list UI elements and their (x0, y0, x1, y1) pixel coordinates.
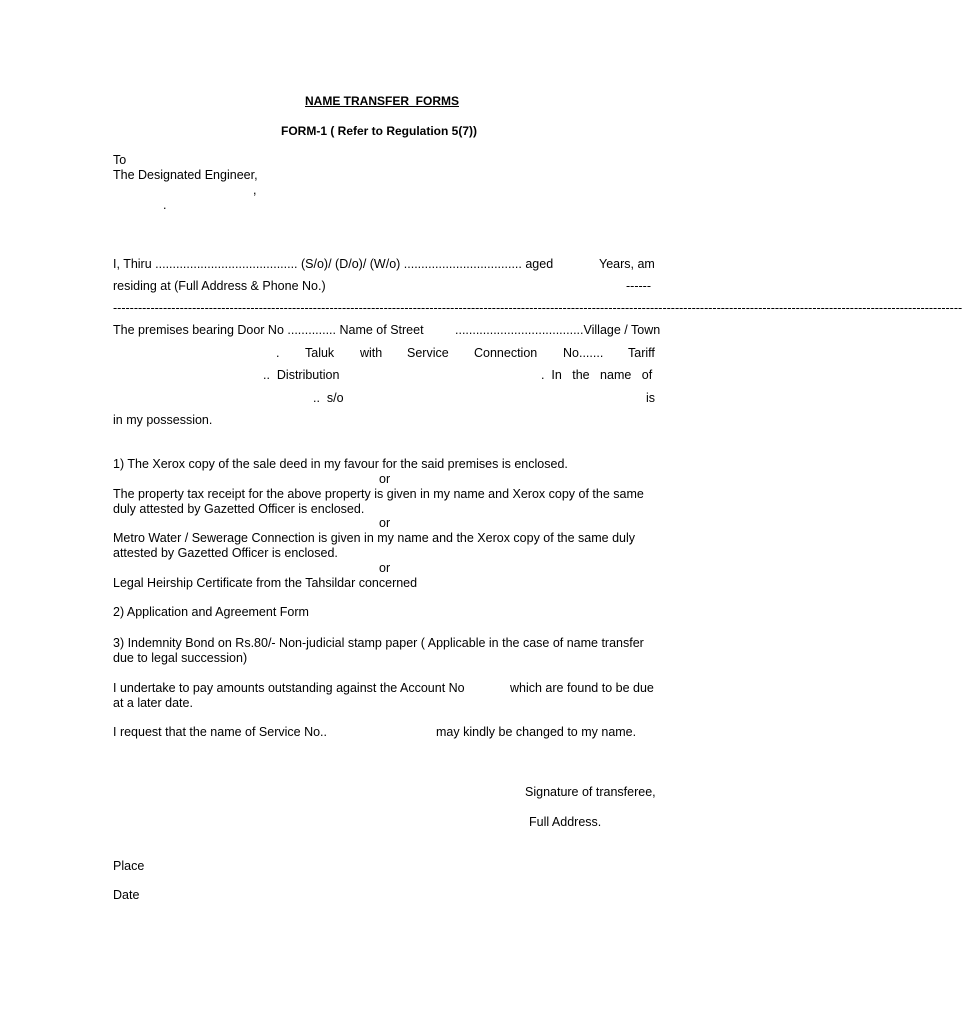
form-subtitle: FORM-1 ( Refer to Regulation 5(7)) (281, 124, 478, 138)
item-1c-line-1: Metro Water / Sewerage Connection is given in my name and the Xerox copy of the same duly (113, 531, 636, 545)
place-label: Place (113, 859, 145, 873)
addressee: The Designated Engineer, (113, 168, 258, 182)
undertake-due: which are found to be due (510, 681, 654, 695)
premises-taluk: Taluk (305, 346, 335, 360)
premises-service: Service (407, 346, 449, 360)
item-1b-line-1: The property tax receipt for the above property is given in my name and Xerox copy of the same (113, 487, 644, 501)
declarant-line-1: I, Thiru ......................................... (S/o)/ (D/o)/ (W/o) .................................. aged (113, 257, 554, 271)
premises-connection: Connection (474, 346, 538, 360)
item-3-line-2: due to legal succession) (113, 651, 248, 665)
premises-line-1: The premises bearing Door No .............. Name of Street (113, 323, 424, 337)
premises-no: No....... (563, 346, 604, 360)
premises-village: .....................................Village / Town (455, 323, 661, 337)
form-title: NAME TRANSFER FORMS (305, 94, 459, 108)
request-changed: may kindly be changed to my name. (436, 725, 637, 739)
premises-with: with (360, 346, 383, 360)
premises-in-name-of: . In the name of (541, 368, 653, 382)
or-2: or (379, 516, 391, 530)
addressee-dot: . (163, 198, 167, 212)
item-1d: Legal Heirship Certificate from the Tahsildar concerned (113, 576, 418, 590)
addressee-comma: , (253, 183, 257, 197)
or-3: or (379, 561, 391, 575)
to-label: To (113, 153, 127, 167)
item-1b-line-2: duly attested by Gazetted Officer is enclosed. (113, 502, 365, 516)
possession-text: in my possession. (113, 413, 213, 427)
item-1c-line-2: attested by Gazetted Officer is enclosed. (113, 546, 338, 560)
premises-is: is (646, 391, 656, 405)
item-3-line-1: 3) Indemnity Bond on Rs.80/- Non-judicial stamp paper ( Applicable in the case of name transfer (113, 636, 644, 650)
premises-so: .. s/o (313, 391, 344, 405)
residing-dashes: ------ (626, 279, 651, 293)
address-dash-line: ------------------------------------------------------------------------------------------------------------------------------------------------------------------------------------------------------------ (113, 301, 962, 315)
signature-label: Signature of transferee, (525, 785, 656, 799)
premises-tariff: Tariff (628, 346, 655, 360)
date-label: Date (113, 888, 140, 902)
premises-dot: . (276, 346, 280, 360)
request-line: I request that the name of Service No.. (113, 725, 328, 739)
premises-distribution: .. Distribution (263, 368, 340, 382)
item-2: 2) Application and Agreement Form (113, 605, 309, 619)
full-address-label: Full Address. (529, 815, 602, 829)
or-1: or (379, 472, 391, 486)
item-1: 1) The Xerox copy of the sale deed in my favour for the said premises is enclosed. (113, 457, 568, 471)
undertake-line-2: at a later date. (113, 696, 193, 710)
residing-label: residing at (Full Address & Phone No.) (113, 279, 326, 293)
declarant-years: Years, am (599, 257, 655, 271)
undertake-line-1: I undertake to pay amounts outstanding against the Account No (113, 681, 465, 695)
